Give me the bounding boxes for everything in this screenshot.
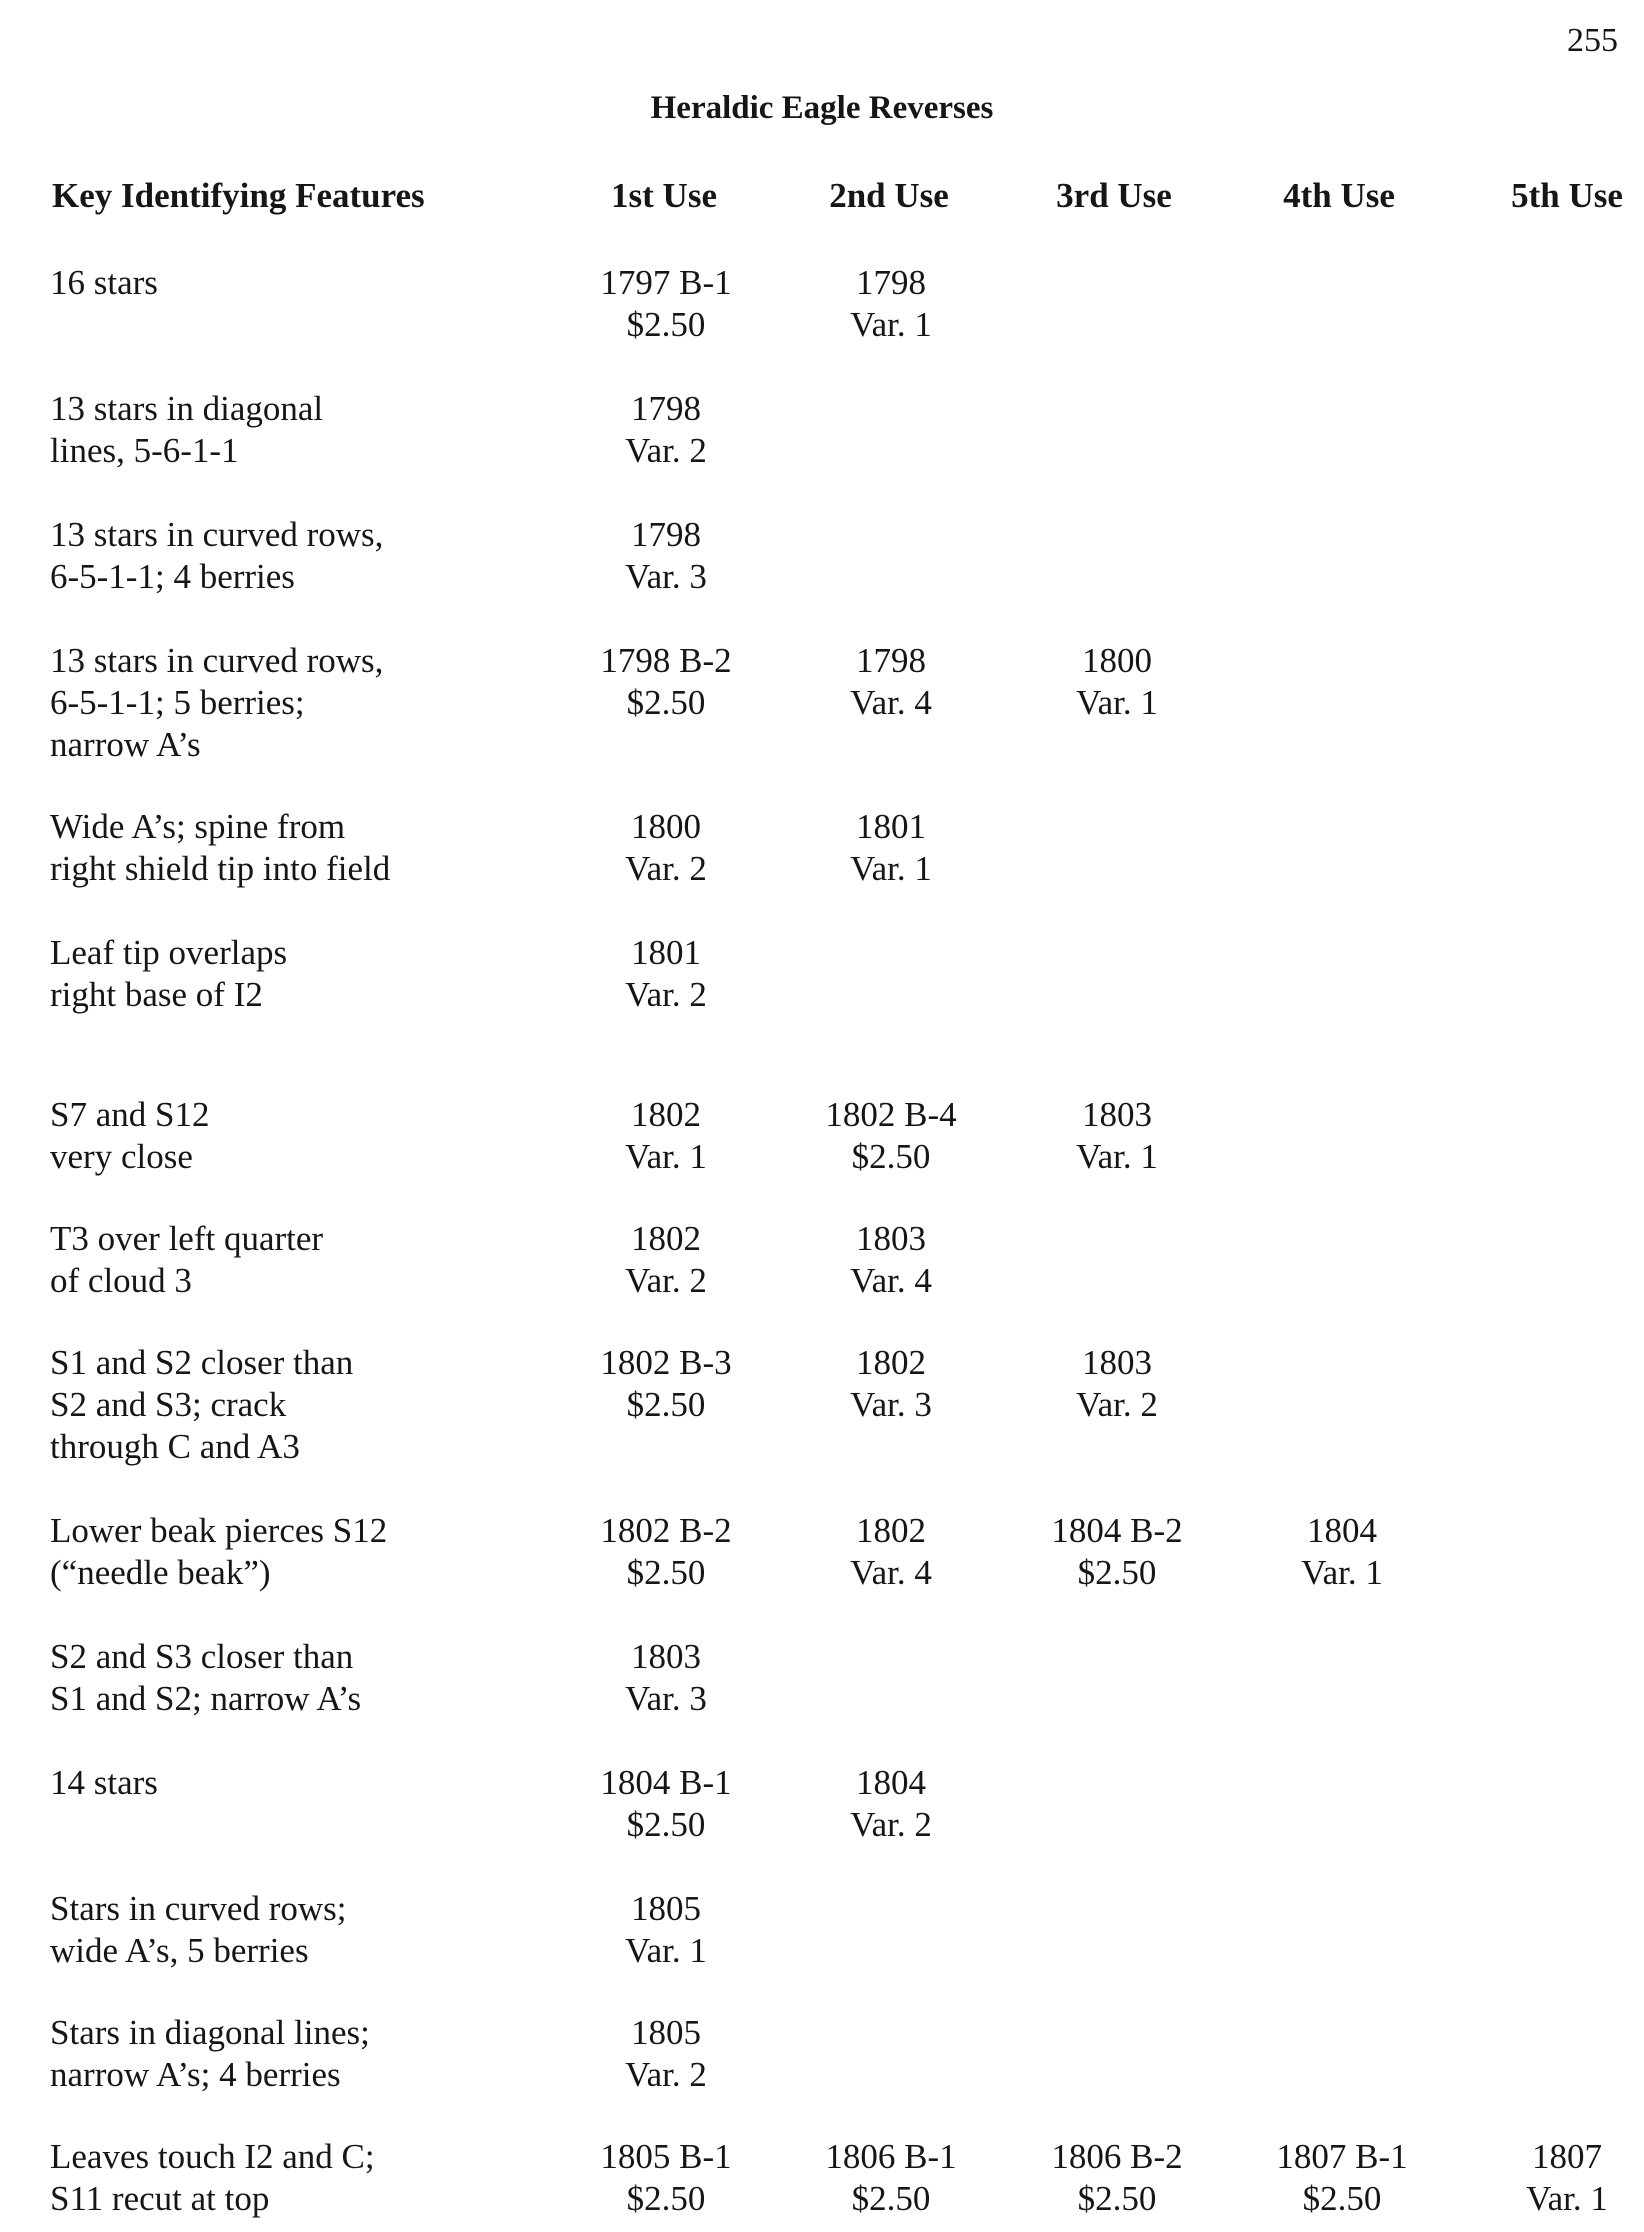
- feature-cell: [50, 640, 570, 766]
- first-use-cell: [566, 262, 766, 346]
- coin-year: 1805: [631, 1889, 701, 1928]
- first-use-cell: [566, 806, 766, 890]
- coin-year: 1803: [1082, 1343, 1152, 1382]
- fourth-use-cell: [1242, 2136, 1442, 2220]
- coin-variety: $2.50: [626, 1553, 706, 1592]
- coin-year: 1798: [856, 641, 926, 680]
- feature-line: 6-5-1-1; 5 berries;: [50, 683, 305, 722]
- feature-line: 13 stars in diagonal: [50, 389, 324, 428]
- coin-year: 1806 B-1: [825, 2137, 957, 2176]
- second-use-cell: [791, 640, 991, 724]
- feature-line: S1 and S2; narrow A’s: [50, 1679, 362, 1718]
- coin-variety: Var. 2: [625, 431, 707, 470]
- feature-cell: [50, 514, 570, 598]
- third-use-cell: [1017, 2136, 1217, 2220]
- third-use-cell: [1017, 640, 1217, 724]
- feature-line: through C and A3: [50, 1427, 300, 1466]
- first-use-cell: [566, 1218, 766, 1302]
- coin-year: 1798: [856, 263, 926, 302]
- header-key-features: Key Identifying Features: [52, 176, 425, 215]
- coin-variety: $2.50: [1077, 1553, 1157, 1592]
- page-title: Heraldic Eagle Reverses: [650, 90, 994, 126]
- feature-cell: [50, 806, 570, 890]
- feature-cell: [50, 2012, 570, 2096]
- coin-year: 1802: [856, 1511, 926, 1550]
- coin-variety: $2.50: [626, 683, 706, 722]
- coin-year: 1804 B-2: [1051, 1511, 1183, 1550]
- header-3rd-use: 3rd Use: [1056, 176, 1172, 215]
- coin-variety: Var. 3: [850, 1385, 932, 1424]
- second-use-cell: [791, 262, 991, 346]
- coin-year: 1802 B-2: [600, 1511, 732, 1550]
- feature-line: very close: [50, 1137, 193, 1176]
- first-use-cell: [566, 640, 766, 724]
- second-use-cell: [791, 1094, 991, 1178]
- coin-year: 1807: [1532, 2137, 1602, 2176]
- feature-line: Stars in curved rows;: [50, 1889, 347, 1928]
- feature-line: Leaves touch I2 and C;: [50, 2137, 375, 2176]
- feature-cell: [50, 1636, 570, 1720]
- coin-year: 1803: [856, 1219, 926, 1258]
- second-use-cell: [791, 2136, 991, 2220]
- coin-variety: Var. 1: [625, 1931, 707, 1970]
- header-5th-use: 5th Use: [1511, 176, 1623, 215]
- coin-year: 1805: [631, 2013, 701, 2052]
- feature-line: right shield tip into field: [50, 849, 391, 888]
- header-4th-use: 4th Use: [1283, 176, 1395, 215]
- coin-variety: $2.50: [626, 1385, 706, 1424]
- coin-variety: Var. 4: [850, 1553, 932, 1592]
- coin-year: 1798: [631, 389, 701, 428]
- feature-line: 14 stars: [50, 1763, 158, 1802]
- feature-line: right base of I2: [50, 975, 263, 1014]
- fifth-use-cell: [1467, 2136, 1644, 2220]
- first-use-cell: [566, 514, 766, 598]
- feature-line: lines, 5-6-1-1: [50, 431, 239, 470]
- second-use-cell: [791, 1342, 991, 1426]
- feature-cell: [50, 262, 570, 304]
- first-use-cell: [566, 1762, 766, 1846]
- feature-cell: [50, 1218, 570, 1302]
- coin-year: 1802 B-3: [600, 1343, 732, 1382]
- coin-variety: Var. 2: [625, 849, 707, 888]
- feature-line: S2 and S3; crack: [50, 1385, 287, 1424]
- feature-cell: [50, 1762, 570, 1804]
- coin-year: 1804 B-1: [600, 1763, 732, 1802]
- header-2nd-use: 2nd Use: [829, 176, 949, 215]
- feature-line: narrow A’s; 4 berries: [50, 2055, 341, 2094]
- coin-year: 1805 B-1: [600, 2137, 732, 2176]
- coin-year: 1807 B-1: [1276, 2137, 1408, 2176]
- feature-line: Leaf tip overlaps: [50, 933, 288, 972]
- feature-line: Stars in diagonal lines;: [50, 2013, 370, 2052]
- feature-line: narrow A’s: [50, 725, 201, 764]
- coin-year: 1801: [856, 807, 926, 846]
- coin-variety: Var. 1: [850, 305, 932, 344]
- second-use-cell: [791, 1510, 991, 1594]
- coin-year: 1804: [856, 1763, 926, 1802]
- feature-cell: [50, 1510, 570, 1594]
- feature-line: S2 and S3 closer than: [50, 1637, 354, 1676]
- feature-line: of cloud 3: [50, 1261, 192, 1300]
- coin-variety: Var. 2: [850, 1805, 932, 1844]
- second-use-cell: [791, 1762, 991, 1846]
- coin-variety: $2.50: [626, 2179, 706, 2218]
- second-use-cell: [791, 806, 991, 890]
- feature-line: 13 stars in curved rows,: [50, 641, 384, 680]
- feature-cell: [50, 1094, 570, 1178]
- coin-variety: $2.50: [626, 1805, 706, 1844]
- first-use-cell: [566, 932, 766, 1016]
- third-use-cell: [1017, 1342, 1217, 1426]
- feature-line: 6-5-1-1; 4 berries: [50, 557, 295, 596]
- coin-year: 1802: [856, 1343, 926, 1382]
- feature-line: Lower beak pierces S12: [50, 1511, 388, 1550]
- coin-variety: Var. 1: [625, 1137, 707, 1176]
- feature-line: wide A’s, 5 berries: [50, 1931, 309, 1970]
- coin-year: 1803: [1082, 1095, 1152, 1134]
- coin-year: 1802: [631, 1095, 701, 1134]
- coin-year: 1801: [631, 933, 701, 972]
- coin-year: 1803: [631, 1637, 701, 1676]
- coin-year: 1798 B-2: [600, 641, 732, 680]
- coin-variety: $2.50: [626, 305, 706, 344]
- coin-variety: $2.50: [1077, 2179, 1157, 2218]
- page-number: 255: [1567, 22, 1618, 59]
- feature-line: S11 recut at top: [50, 2179, 270, 2218]
- feature-line: T3 over left quarter: [50, 1219, 324, 1258]
- second-use-cell: [791, 1218, 991, 1302]
- coin-variety: Var. 1: [850, 849, 932, 888]
- coin-variety: Var. 2: [625, 1261, 707, 1300]
- coin-variety: Var. 1: [1301, 1553, 1383, 1592]
- feature-cell: [50, 388, 570, 472]
- feature-cell: [50, 1342, 570, 1468]
- first-use-cell: [566, 1094, 766, 1178]
- first-use-cell: [566, 1342, 766, 1426]
- coin-variety: Var. 3: [625, 557, 707, 596]
- coin-variety: $2.50: [851, 1137, 931, 1176]
- first-use-cell: [566, 388, 766, 472]
- first-use-cell: [566, 1636, 766, 1720]
- coin-year: 1798: [631, 515, 701, 554]
- coin-variety: Var. 2: [625, 975, 707, 1014]
- feature-line: (“needle beak”): [50, 1553, 271, 1592]
- third-use-cell: [1017, 1094, 1217, 1178]
- coin-variety: Var. 3: [625, 1679, 707, 1718]
- feature-line: 16 stars: [50, 263, 158, 302]
- coin-variety: Var. 1: [1076, 683, 1158, 722]
- coin-variety: Var. 4: [850, 1261, 932, 1300]
- coin-variety: Var. 4: [850, 683, 932, 722]
- fourth-use-cell: [1242, 1510, 1442, 1594]
- third-use-cell: [1017, 1510, 1217, 1594]
- coin-year: 1802: [631, 1219, 701, 1258]
- coin-variety: $2.50: [851, 2179, 931, 2218]
- coin-year: 1806 B-2: [1051, 2137, 1183, 2176]
- coin-year: 1797 B-1: [600, 263, 732, 302]
- coin-variety: Var. 2: [625, 2055, 707, 2094]
- first-use-cell: [566, 1510, 766, 1594]
- coin-variety: Var. 1: [1076, 1137, 1158, 1176]
- first-use-cell: [566, 2012, 766, 2096]
- feature-line: 13 stars in curved rows,: [50, 515, 384, 554]
- coin-year: 1800: [1082, 641, 1152, 680]
- coin-year: 1802 B-4: [825, 1095, 957, 1134]
- coin-year: 1804: [1307, 1511, 1377, 1550]
- coin-year: 1800: [631, 807, 701, 846]
- feature-cell: [50, 2136, 570, 2220]
- first-use-cell: [566, 2136, 766, 2220]
- first-use-cell: [566, 1888, 766, 1972]
- feature-line: S7 and S12: [50, 1095, 210, 1134]
- coin-variety: Var. 2: [1076, 1385, 1158, 1424]
- feature-line: S1 and S2 closer than: [50, 1343, 354, 1382]
- coin-variety: Var. 1: [1526, 2179, 1608, 2218]
- feature-cell: [50, 932, 570, 1016]
- feature-line: Wide A’s; spine from: [50, 807, 346, 846]
- coin-variety: $2.50: [1302, 2179, 1382, 2218]
- feature-cell: [50, 1888, 570, 1972]
- header-1st-use: 1st Use: [611, 176, 717, 215]
